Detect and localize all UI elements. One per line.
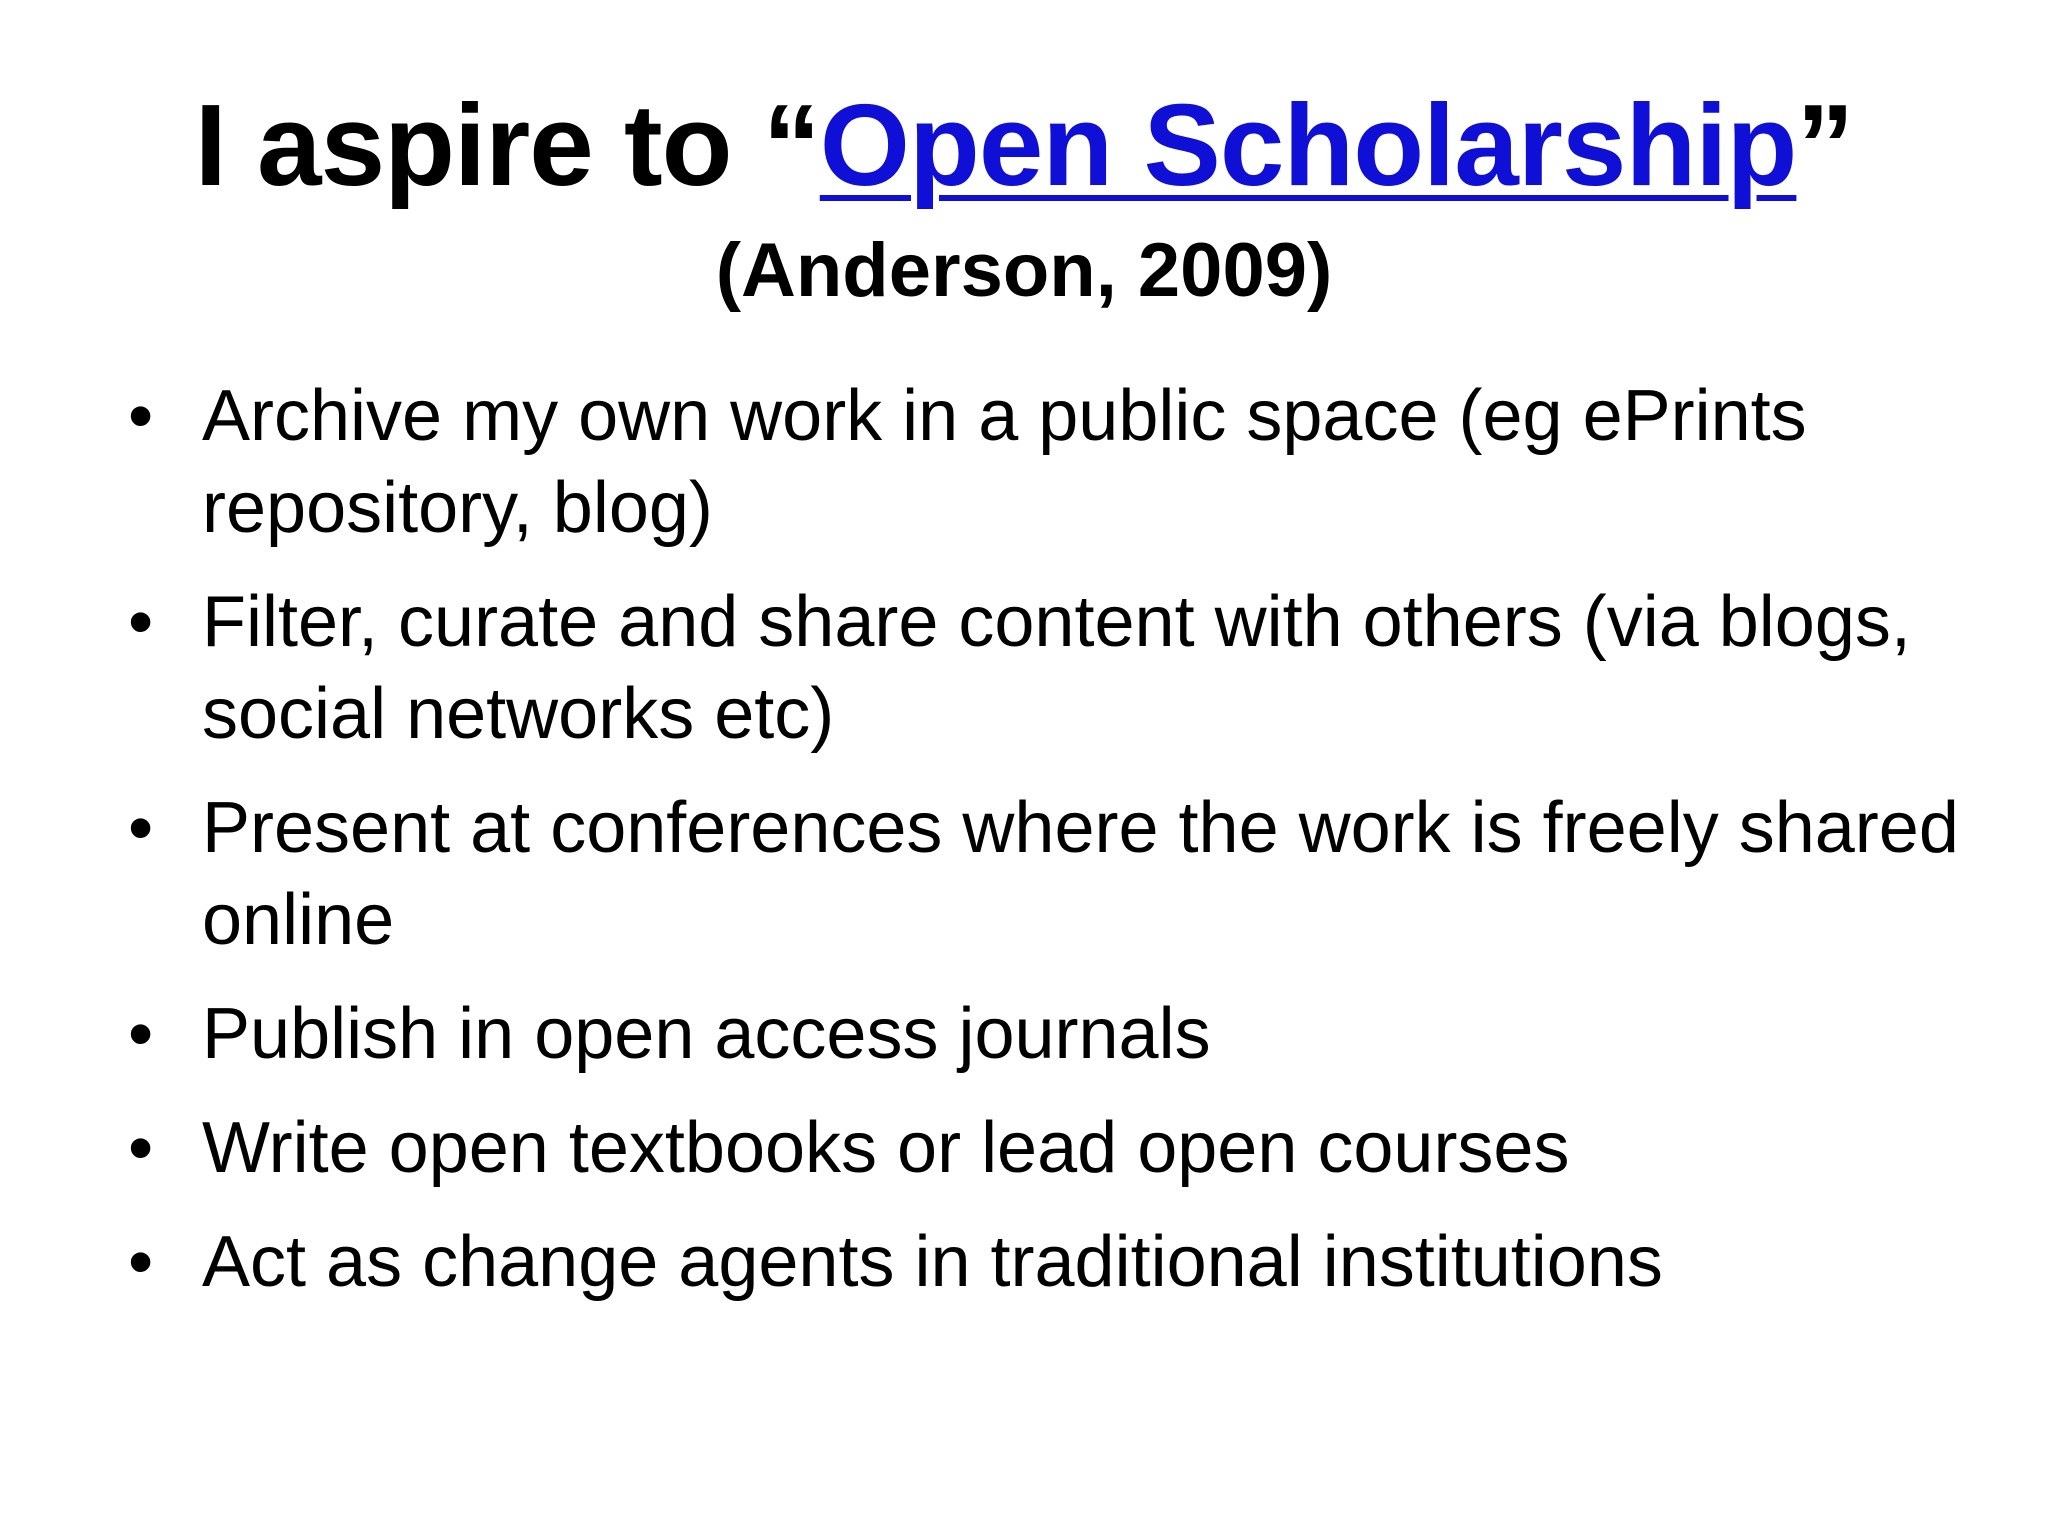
bullet-item <box>120 988 1980 1080</box>
title-suffix: ” <box>1796 80 1854 210</box>
bullet-item <box>120 370 1980 554</box>
bullet-icon: • <box>128 1108 154 1188</box>
bullet-text: Filter, curate and share content with others (via blogs, social networks etc) <box>202 582 1911 754</box>
bullet-icon: • <box>128 582 154 662</box>
bullet-list <box>120 370 1980 1330</box>
slide-subtitle: (Anderson, 2009) <box>715 228 1333 313</box>
bullet-text: Write open textbooks or lead open courses <box>202 1108 1570 1188</box>
bullet-text: Publish in open access journals <box>202 994 1211 1074</box>
bullet-text: Act as change agents in traditional institutions <box>202 1222 1663 1302</box>
bullet-icon: • <box>128 994 154 1074</box>
bullet-item <box>120 1216 1980 1308</box>
bullet-icon: • <box>128 1222 154 1302</box>
slide-title <box>0 80 2048 210</box>
bullet-item <box>120 576 1980 760</box>
bullet-icon: • <box>128 376 154 456</box>
title-prefix: I aspire to “ <box>194 80 820 210</box>
bullet-item <box>120 782 1980 966</box>
bullet-item <box>120 1102 1980 1194</box>
bullet-text: Archive my own work in a public space (eg ePrints repository, blog) <box>202 376 1807 548</box>
bullet-icon: • <box>128 788 154 868</box>
bullet-text: Present at conferences where the work is freely shared online <box>202 788 1959 960</box>
open-scholarship-link[interactable]: Open Scholarship <box>819 80 1797 210</box>
